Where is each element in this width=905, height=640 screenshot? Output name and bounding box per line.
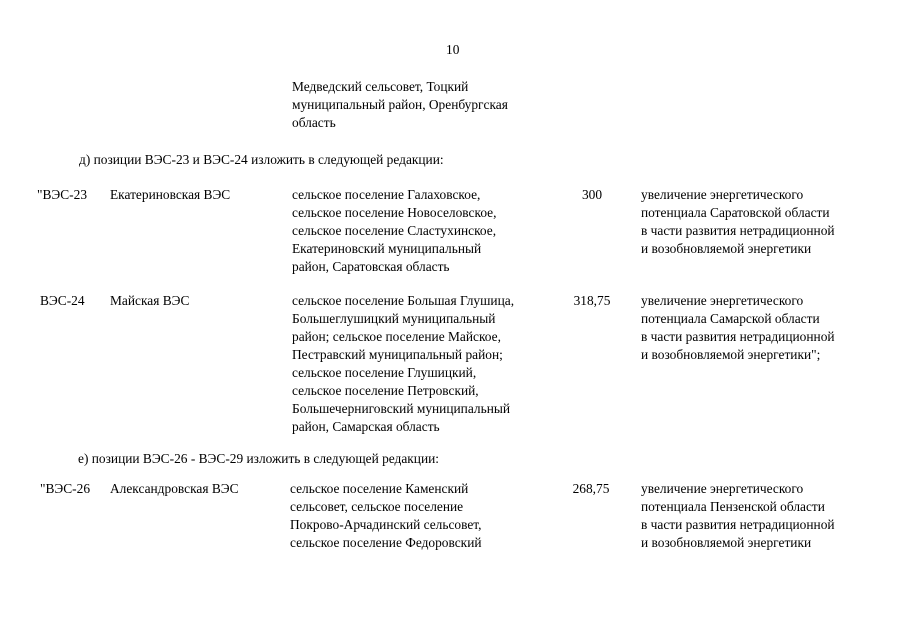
row-power: 300 [581, 187, 603, 202]
row-location [292, 186, 496, 276]
location-line: сельское поселение Глушицкий, [292, 365, 477, 380]
row-power: 268,75 [572, 481, 610, 496]
location-line: сельское поселение Петровский, [292, 383, 479, 398]
location-line: сельское поселение Большая Глушица, [292, 293, 515, 308]
purpose-line: в части развития нетрадиционной [641, 517, 835, 532]
continued-location-cell [292, 78, 508, 132]
purpose-line: потенциала Самарской области [641, 311, 820, 326]
purpose-line: увеличение энергетического [641, 481, 804, 496]
purpose-line: и возобновляемой энергетики [641, 241, 812, 256]
page-number: 10 [446, 42, 460, 57]
location-line: район; сельское поселение Майское, [292, 329, 501, 344]
row-purpose [641, 292, 835, 364]
row-name: Александровская ВЭС [110, 481, 239, 496]
location-line: сельское поселение Новоселовское, [292, 205, 497, 220]
location-line: область [292, 115, 336, 130]
location-line: сельское поселение Каменский [290, 481, 469, 496]
row-location [290, 480, 482, 552]
location-line: район, Саратовская область [292, 259, 450, 274]
location-line: сельское поселение Федоровский [290, 535, 482, 550]
location-line: сельсовет, сельское поселение [290, 499, 464, 514]
instruction-paragraph-e: е) позиции ВЭС-26 - ВЭС-29 изложить в следующей редакции: [78, 451, 440, 466]
location-line: район, Самарская область [292, 419, 440, 434]
purpose-line: и возобновляемой энергетики"; [641, 347, 821, 362]
location-line: Медведский сельсовет, Тоцкий [292, 79, 469, 94]
purpose-line: увеличение энергетического [641, 187, 804, 202]
row-location [292, 292, 514, 436]
location-line: Большечерниговский муниципальный [292, 401, 511, 416]
purpose-line: потенциала Пензенской области [641, 499, 825, 514]
row-power: 318,75 [573, 293, 611, 308]
location-line: муниципальный район, Оренбургская [292, 97, 508, 112]
purpose-line: в части развития нетрадиционной [641, 223, 835, 238]
purpose-line: потенциала Саратовской области [641, 205, 830, 220]
instruction-paragraph-d: д) позиции ВЭС-23 и ВЭС-24 изложить в следующей редакции: [79, 152, 444, 167]
location-line: сельское поселение Галаховское, [292, 187, 481, 202]
row-purpose [641, 186, 835, 258]
row-code: ВЭС-24 [40, 293, 85, 308]
row-name: Екатериновская ВЭС [110, 187, 231, 202]
row-code: "ВЭС-23 [37, 187, 88, 202]
location-line: Екатериновский муниципальный [292, 241, 482, 256]
purpose-line: и возобновляемой энергетики [641, 535, 812, 550]
location-line: Большеглушицкий муниципальный [292, 311, 496, 326]
purpose-line: увеличение энергетического [641, 293, 804, 308]
row-purpose [641, 480, 835, 552]
row-code: "ВЭС-26 [40, 481, 91, 496]
row-name: Майская ВЭС [110, 293, 190, 308]
location-line: сельское поселение Сластухинское, [292, 223, 497, 238]
location-line: Покрово-Арчадинский сельсовет, [290, 517, 482, 532]
purpose-line: в части развития нетрадиционной [641, 329, 835, 344]
location-line: Пестравский муниципальный район; [292, 347, 503, 362]
